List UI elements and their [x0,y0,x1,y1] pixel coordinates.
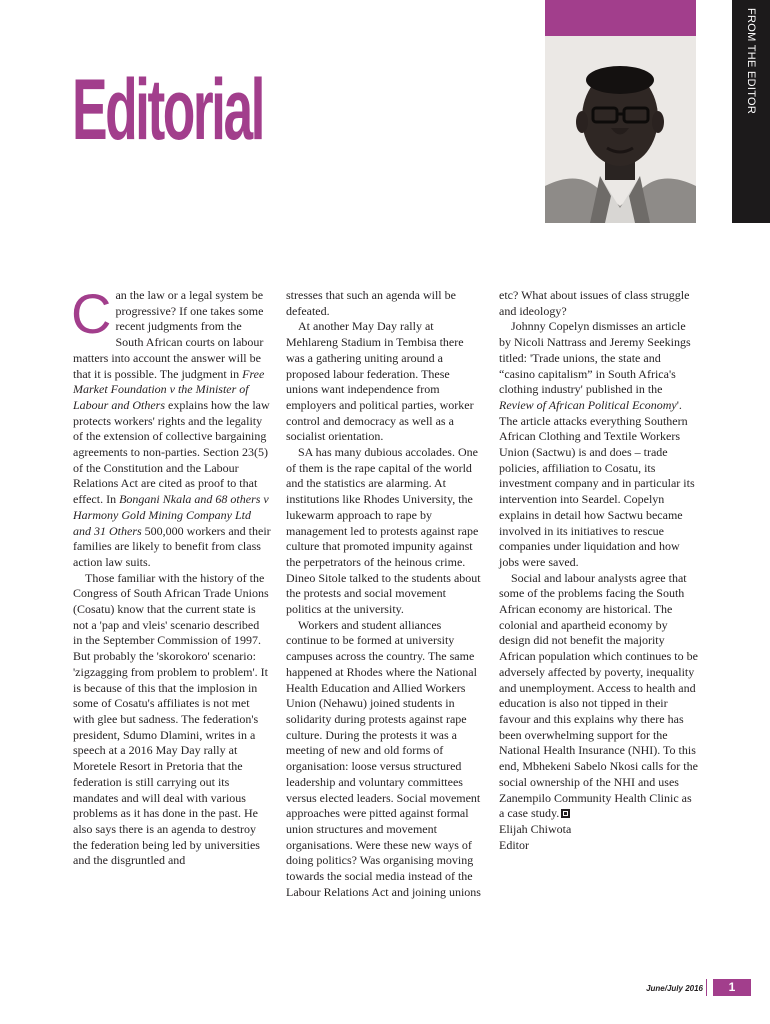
editor-photo [545,36,696,223]
case-citation: Bongani Nkala and 68 others v Harmony Gold Mining Company Ltd and 31 Others [73,492,269,538]
end-of-article-icon [561,809,570,818]
signature-role: Editor [499,837,529,852]
section-tab-label: FROM THE EDITOR [745,8,757,115]
drop-cap: C [71,282,112,345]
article-column-2 [286,288,484,900]
article-column-3 [499,288,699,853]
footer-divider [706,979,707,996]
paragraph-text: 500,000 workers and their families are likely to benefit from class action law suits. [73,523,271,569]
journal-title: Review of African Political Economy [499,397,677,412]
paragraph-text: Social and labour analysts agree that some of the problems facing the South African economy are historical. The colonial and apartheid economy by design did not benefit the majority African population which continues to be adversely affected by poverty, inequality and unemployment. Access to health and education is also not tipped in their favour and this explains why there has been overwhelming support for the National Health Insurance (NHI). To this end, Mbhekeni Sabelo Nkosi calls for the social ownership of the NHI and uses Zanempilo Community Health Clinic as a case study. [499,570,698,821]
editor-portrait-illustration [545,36,696,223]
paragraph: etc? What about issues of class struggle and ideology? [499,288,690,318]
paragraph: stresses that such an agenda will be defeated. [286,288,456,318]
paragraph: Workers and student alliances continue to be formed at university campuses across the country. The same happened at Rhodes where the National Health Education and Allied Workers Union (Nehawu) joined students in solidarity during protests against rape culture. During the protests it was a meeting of new and old forms of organisation: loose versus structured leadership and voluntary committees versus elected leaders. Social movement approaches were pitted against formal union structures and movement organisations. Were these new ways of doing politics? Was organising moving towards the social media instead of the Labour Relations Act and joining unions [286,617,481,899]
paragraph [71,282,271,571]
article-column-1 [71,282,271,869]
paragraph: At another May Day rally at Mehlareng Stadium in Tembisa there was a gathering uniting around a proposed labour federation. These unions want independence from employers and political parties, worker control and democracy as well as a socialist orientation. [286,319,474,444]
case-citation: Free Market Foundation v the Minister of Labour and Others [73,366,265,412]
issue-date: June/July 2016 [646,984,703,993]
paragraph-text: explains how the law protects workers' rights and the legality of the extension of collective bargaining agreements to non-parties. Section 23(5) of the Constitution and the Labour Relations Act are cited as proof to that effect. In [73,397,270,507]
page-title: Editorial [72,62,263,158]
paragraph: Those familiar with the history of the Congress of South African Trade Unions (Cosatu) know that the current state is not a 'pap and vleis' scenario described in the September Commission of 1997. But probably the 'skorokoro' scenario: 'zigzagging from problem to problem'. It is because of this that the implosion in some of Cosatu's affiliates is not met with glee but sadness. The federation's president, Sdumo Dlamini, writes in a speech at a 2016 May Day rally at Moretele Resort in Pretoria that the federation is still carrying out its mandates and will deal with various problems as it has done in the past. He also says there is an agenda to destroy the federation being led by universities and the disgruntled and [73,570,269,868]
paragraph-text: an the law or a legal system be progressive? If one takes some recent judgments from the South African courts on labour matters into account the answer will be that it is possible. The judgment in [73,288,264,381]
paragraph: SA has many dubious accolades. One of them is the rape capital of the world and the statistics are alarming. At institutions like Rhodes University, the lukewarm approach to rape by management led to protests against rape culture that promoted impunity against the perpetrators of the heinous crime. Dineo Sitole talked to the students about the protests and social movement politics at the university. [286,445,481,617]
photo-accent-bar [545,0,696,36]
page-number: 1 [713,979,751,996]
paragraph-text: '. The article attacks everything Southern African Clothing and Textile Workers Union (Sactwu) is and does – trade policies, affiliation to Cosatu, its investment company and in particular its intervention into Seardel. Copelyn explains in detail how Sactwu became involved in its initiatives to rescue companies under liquidation and how jobs were saved. [499,397,695,569]
paragraph-text: Johnny Copelyn dismisses an article by Nicoli Nattrass and Jeremy Seekings titled: 'Trade unions, the state and “casino capitalism” in South Africa's clothing industry' published in the [499,319,691,397]
signature-name: Elijah Chiwota [499,821,572,836]
paragraph [499,571,699,822]
paragraph [499,319,699,570]
